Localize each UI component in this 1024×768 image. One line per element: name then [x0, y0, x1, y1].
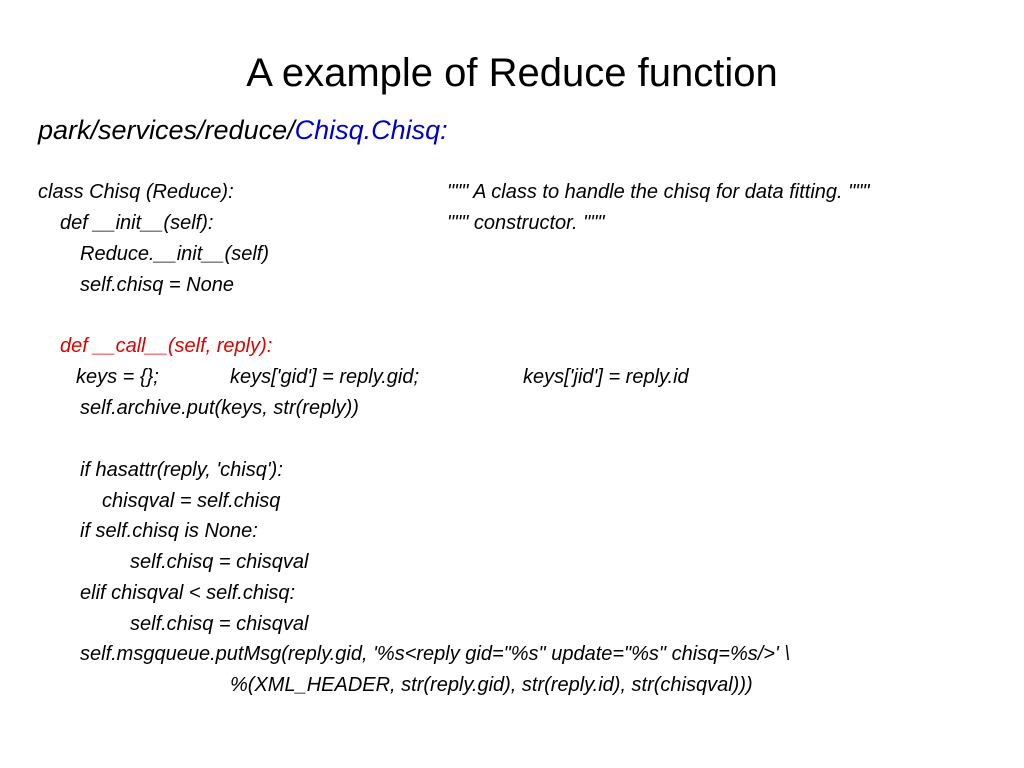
- code-put-msg-args: %(XML_HEADER, str(reply.gid), str(reply.id), str(chisqval))): [230, 674, 753, 696]
- code-set-chisq-2: self.chisq = chisqval: [130, 613, 309, 635]
- code-if-hasattr: if hasattr(reply, 'chisq'):: [80, 459, 283, 481]
- code-if-none: if self.chisq is None:: [80, 520, 258, 542]
- module-path-class: Chisq.Chisq:: [294, 115, 448, 145]
- code-archive-put: self.archive.put(keys, str(reply)): [80, 397, 359, 419]
- code-init-docstring: """ constructor. """: [447, 212, 605, 234]
- code-chisq-none: self.chisq = None: [80, 274, 234, 296]
- module-path-prefix: park/services/reduce/: [38, 115, 295, 145]
- code-class-decl: class Chisq (Reduce):: [38, 181, 234, 203]
- code-chisqval-assign: chisqval = self.chisq: [102, 490, 281, 512]
- code-keys-jid: keys['jid'] = reply.id: [523, 366, 689, 388]
- code-init-def: def __init__(self):: [60, 212, 214, 234]
- code-set-chisq-1: self.chisq = chisqval: [130, 551, 309, 573]
- module-path: [38, 112, 448, 148]
- slide-title: A example of Reduce function: [246, 51, 778, 95]
- code-call-def: def __call__(self, reply):: [60, 335, 273, 357]
- code-reduce-init: Reduce.__init__(self): [80, 243, 269, 265]
- code-keys-gid: keys['gid'] = reply.gid;: [230, 366, 420, 388]
- code-class-docstring: """ A class to handle the chisq for data fitting. """: [447, 181, 870, 203]
- code-keys-init: keys = {};: [76, 366, 159, 388]
- code-put-msg: self.msgqueue.putMsg(reply.gid, '%s<reply gid="%s" update="%s" chisq=%s/>' \: [80, 643, 790, 665]
- code-elif-less: elif chisqval < self.chisq:: [80, 582, 296, 604]
